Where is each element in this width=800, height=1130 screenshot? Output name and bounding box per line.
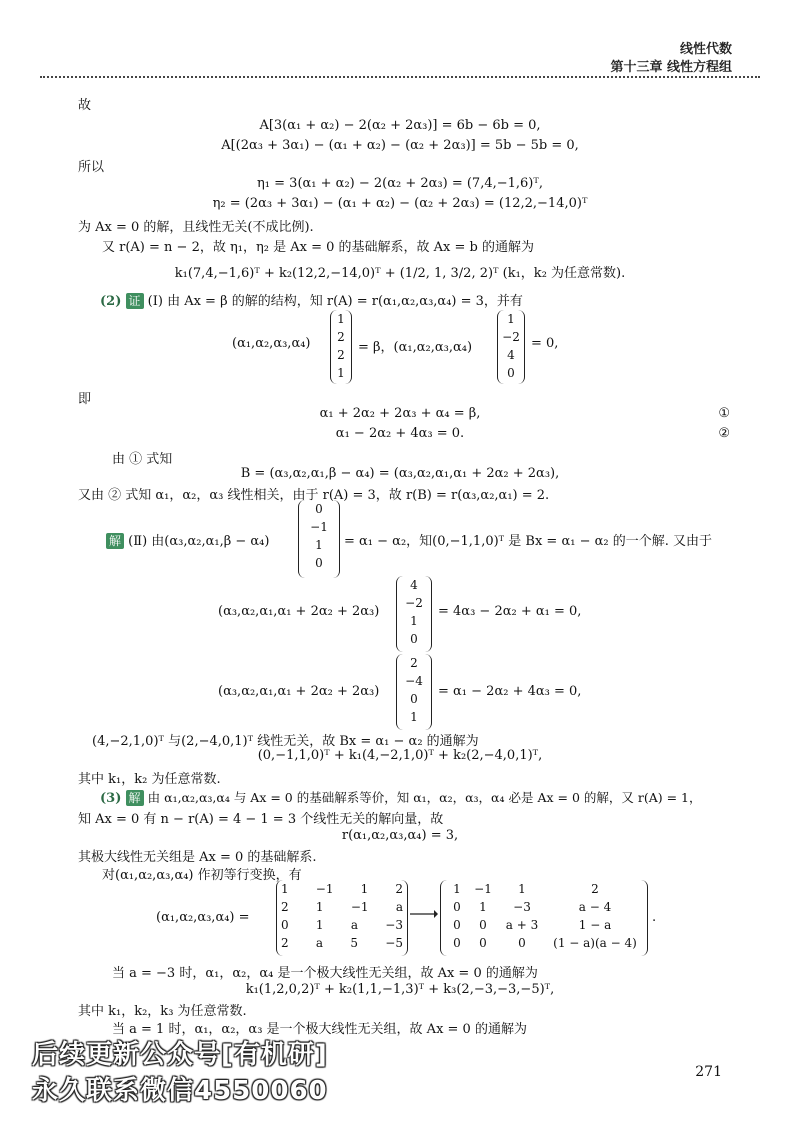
equation-part: (α₃,α₂,α₁,α₁ + 2α₂ + 2α₃) — [218, 684, 380, 699]
text-line — [100, 788, 701, 806]
matrix-reduced — [440, 880, 648, 956]
punctuation: . — [652, 910, 657, 925]
watermark-line-2: 永久联系微信4550060 — [32, 1076, 328, 1106]
text-line: 当 a = 1 时，α₁，α₂，α₃ 是一个极大线性无关组，故 Ax = 0 的通解为 — [112, 1022, 527, 1037]
equation: η₂ = (2α₃ + 3α₁) − (α₁ + α₂) − (α₂ + 2α₃) = (12,2,−14,0)ᵀ — [212, 196, 588, 211]
equation-number: ① — [718, 406, 730, 421]
chapter-title: 第十三章 线性方程组 — [610, 60, 732, 75]
text-line: 所以 — [78, 160, 105, 175]
text-line: 其中 k₁，k₂，k₃ 为任意常数. — [78, 1004, 247, 1019]
equation-part: = α₁ − α₂，知(0,−1,1,0)ᵀ 是 Bx = α₁ − α₂ 的一个解. 又由于 — [344, 534, 712, 549]
text-line: 为 Ax = 0 的解，且线性无关(不成比例). — [78, 220, 314, 235]
text-span: 由 α₁,α₂,α₃,α₄ 与 Ax = 0 的基础解系等价，知 α₁，α₂，α₃，α₄ 必是 Ax = 0 的解，又 r(A) = 1， — [147, 790, 702, 805]
header-divider — [40, 76, 760, 78]
equation: A[3(α₁ + α₂) − 2(α₂ + 2α₃)] = 6b − 6b = 0, — [259, 118, 541, 133]
equation: α₁ + 2α₂ + 2α₃ + α₄ = β, — [319, 406, 481, 421]
text-line: 又 r(A) = n − 2，故 η₁，η₂ 是 Ax = 0 的基础解系，故 Ax = b 的通解为 — [102, 240, 534, 255]
text-line: (4,−2,1,0)ᵀ 与(2,−4,0,1)ᵀ 线性无关，故 Bx = α₁ − α₂ 的通解为 — [92, 734, 479, 749]
equation-part: (α₁,α₂,α₃,α₄) = — [156, 910, 250, 925]
text-span: (Ⅰ) 由 Ax = β 的解的结构，知 r(A) = r(α₁,α₂,α₃,α₄) = 3，并有 — [147, 294, 523, 309]
text-line: 其极大线性无关组是 Ax = 0 的基础解系. — [78, 850, 317, 865]
part-label: (3) — [100, 791, 122, 806]
text-line: 当 a = −3 时，α₁，α₂，α₄ 是一个极大线性无关组，故 Ax = 0 的通解为 — [112, 966, 538, 981]
equation: A[(2α₃ + 3α₁) − (α₁ + α₂) − (α₂ + 2α₃)] = 5b − 5b = 0, — [221, 138, 579, 153]
equation-part: = 4α₃ − 2α₂ + α₁ = 0, — [438, 604, 582, 619]
part-label: (2) — [100, 294, 122, 309]
text-line: 对(α₁,α₂,α₃,α₄) 作初等行变换，有 — [102, 868, 302, 883]
text-line: 即 — [78, 392, 92, 407]
matrix-rows: 1 −1 1 2 2 1 −1 a 0 1 a −3 2 a 5 −5 — [281, 882, 403, 950]
column-vector: 4 −2 1 0 — [396, 576, 432, 652]
column-vector: 1 2 2 1 — [330, 310, 352, 384]
equation: η₁ = 3(α₁ + α₂) − 2(α₂ + 2α₃) = (7,4,−1,6)ᵀ, — [257, 176, 543, 191]
equation: r(α₁,α₂,α₃,α₄) = 3, — [341, 828, 459, 843]
equation-part: (α₁,α₂,α₃,α₄) — [232, 336, 311, 351]
equation-part: = β，(α₁,α₂,α₃,α₄) — [358, 340, 473, 355]
column-vector: 0 −1 1 0 — [298, 500, 340, 578]
equation: (0,−1,1,0)ᵀ + k₁(4,−2,1,0)ᵀ + k₂(2,−4,0,1)ᵀ, — [257, 748, 543, 763]
solution-tag: 解 — [126, 790, 144, 806]
text-line — [106, 530, 269, 549]
equation-part: = 0, — [531, 336, 559, 351]
page-number: 271 — [695, 1064, 722, 1080]
text-line: 故 — [78, 98, 92, 113]
matrix-rows: 1 −1 1 2 0 1 −3 a − 4 0 0 a + 3 1 − a 0 0 0 (1 − a)(a − 4) — [453, 882, 637, 950]
proof-tag: 证 — [126, 293, 144, 309]
text-line: 由 ① 式知 — [112, 452, 173, 467]
text-line — [100, 290, 523, 309]
equation-part: = α₁ − 2α₂ + 4α₃ = 0, — [438, 684, 582, 699]
book-title: 线性代数 — [679, 42, 732, 57]
equation: k₁(1,2,0,2)ᵀ + k₂(1,1,−1,3)ᵀ + k₃(2,−3,−3,−5)ᵀ, — [245, 982, 555, 997]
equation-number: ② — [718, 426, 730, 441]
equation: k₁(7,4,−1,6)ᵀ + k₂(12,2,−14,0)ᵀ + (1/2, 1, 3/2, 2)ᵀ (k₁，k₂ 为任意常数). — [174, 266, 626, 281]
solution-tag: 解 — [106, 533, 124, 549]
text-line: 知 Ax = 0 有 n − r(A) = 4 − 1 = 3 个线性无关的解向量，故 — [78, 812, 444, 827]
column-vector: 1 −2 4 0 — [497, 310, 525, 384]
watermark-line-1: 后续更新公众号[有机研] — [32, 1040, 328, 1070]
text-line: 又由 ② 式知 α₁，α₂，α₃ 线性相关，由于 r(A) = 3，故 r(B) = r(α₃,α₂,α₁) = 2. — [78, 488, 550, 503]
equation: B = (α₃,α₂,α₁,β − α₄) = (α₃,α₂,α₁,α₁ + 2α₂ + 2α₃), — [240, 466, 560, 481]
equation: α₁ − 2α₂ + 4α₃ = 0. — [335, 426, 465, 441]
equation-part: (α₃,α₂,α₁,α₁ + 2α₂ + 2α₃) — [218, 604, 380, 619]
text-line: 其中 k₁，k₂ 为任意常数. — [78, 772, 221, 787]
matrix-original — [276, 880, 408, 956]
arrow-icon — [410, 908, 438, 920]
text-span: (Ⅱ) 由(α₃,α₂,α₁,β − α₄) — [128, 534, 270, 549]
column-vector: 2 −4 0 1 — [396, 654, 432, 730]
